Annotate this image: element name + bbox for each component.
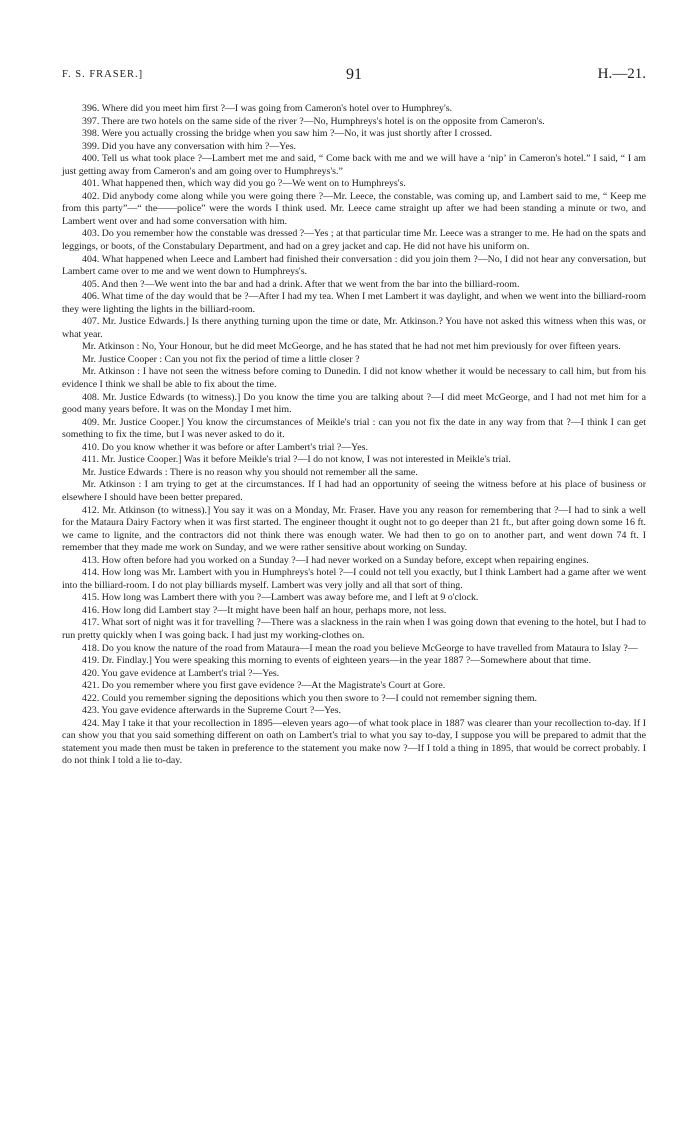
paragraph: 413. How often before had you worked on a Sunday ?—I had never worked on a Sunday before, except when repairing engines. <box>82 554 589 566</box>
paragraph: 396. Where did you meet him first ?—I was going from Cameron's hotel over to Humphrey's. <box>82 103 453 114</box>
paragraph: 399. Did you have any conversation with him ?—Yes. <box>82 140 297 152</box>
transcript-body <box>62 103 646 768</box>
paragraph: 416. How long did Lambert stay ?—It might have been half an hour, perhaps more, not less. <box>82 604 447 616</box>
paragraph: 412. Mr. Atkinson (to witness).] You say it was on a Monday, Mr. Fraser. Have you any reason for remembering that ?—I had to sink a well for the Mataura Dairy Factory when it was first started. The engineer thought it ought not to go deeper than 21 ft., but after going down some 16 ft. we came to lignite, and the contractors did not think there was enough water. We had then to go on to another part, and went down 74 ft. I remember that they made me work on Sunday, and we were rather sensitive about working on Sunday. <box>62 504 646 554</box>
paragraph: 414. How long was Mr. Lambert with you in Humphreys's hotel ?—I could not tell you exactly, but I think Lambert had a game after we went into the billiard-room. I do not play billiards myself. Lambert was very jolly and all that sort of thing. <box>62 567 646 591</box>
paragraph: Mr. Justice Cooper : Can you not fix the period of time a little closer ? <box>82 353 360 365</box>
paragraph: 421. Do you remember where you first gave evidence ?—At the Magistrate's Court at Gore. <box>82 680 446 692</box>
paragraph: 406. What time of the day would that be ?—After I had my tea. When I met Lambert it was daylight, and when we went into the billiard-room they were lighting the lights in the billiard-room. <box>62 291 646 315</box>
paragraph: 415. How long was Lambert there with you ?—Lambert was away before me, and I left at 9 o'clock. <box>82 592 479 604</box>
paragraph: 418. Do you know the nature of the road from Mataura—I mean the road you believe McGeorge to have travelled from Mataura to Islay ?— <box>82 642 638 654</box>
paragraph: 397. There are two hotels on the same side of the river ?—No, Humphreys's hotel is on the opposite from Cameron's. <box>82 115 545 127</box>
paragraph: 408. Mr. Justice Edwards (to witness).] Do you know the time you are talking about ?—I did meet McGeorge, and I had not met him for a good many years before. It was on the Monday I met him. <box>62 391 646 416</box>
page-header <box>62 66 646 88</box>
paragraph: 411. Mr. Justice Cooper.] Was it before Meikle's trial ?—I do not know, I was not interested in Meikle's trial. <box>82 454 511 466</box>
paragraph: 398. Were you actually crossing the bridge when you saw him ?—No, it was just shortly after I crossed. <box>82 128 493 140</box>
paragraph: 410. Do you know whether it was before or after Lambert's trial ?—Yes. <box>82 441 368 453</box>
paragraph: 404. What happened when Leece and Lambert had finished their conversation : did you join them ?—No, I did not hear any conversation, but Lambert came over to me and we went down to Humphreys's. <box>62 253 646 278</box>
paragraph: 419. Dr. Findlay.] You were speaking this morning to events of eighteen years—in the year 1887 ?—Somewhere about that time. <box>82 655 591 667</box>
paragraph: 420. You gave evidence at Lambert's trial ?—Yes. <box>82 667 280 679</box>
page-number: 91 <box>346 66 362 83</box>
paragraph: 405. And then ?—We went into the bar and had a drink. After that we went from the bar into the billiard-room. <box>82 278 520 290</box>
paragraph: Mr. Justice Edwards : There is no reason why you should not remember all the same. <box>82 466 418 478</box>
paragraph: 424. May I take it that your recollection in 1895—eleven years ago—of what took place in 1887 was clearer than your recollection to-day. If I can show you that you said something different on oath on Lambert's trial to what you say to-day, I suppose you will be prepared to admit that the statement you made then must be taken in preference to the statement you make now ?—If I told a thing in 1895, that would be correct probably. I do not think I told a lie to-day. <box>62 717 646 767</box>
paragraph: 409. Mr. Justice Cooper.] You know the circumstances of Meikle's trial : can you not fix the date in any way from that ?—I think I can get something to fix the time, but I was never asked to do it. <box>62 416 646 441</box>
paragraph: 423. You gave evidence afterwards in the Supreme Court ?—Yes. <box>82 705 341 717</box>
witness-name-header: F. S. FRASER.] <box>62 69 144 80</box>
paragraph: 407. Mr. Justice Edwards.] Is there anything turning upon the time or date, Mr. Atkinson.? You have not asked this witness when this was, or what year. <box>62 316 646 340</box>
paragraph: 403. Do you remember how the constable was dressed ?—Yes ; at that particular time Mr. Leece was a stranger to me. He had on the spats and leggings, or boots, of the Constabulary Department, and had on a grey jacket and cap. He did not have his uniform on. <box>62 228 646 253</box>
paragraph: 402. Did anybody come along while you were going there ?—Mr. Leece, the constable, was coming up, and Lambert said to me, “ Keep me from this party”—“ the——police” were the words I think used. Mr. Leece came straight up after we had been standing a minute or two, and Lambert went over and had some conversation with him. <box>62 190 646 227</box>
paragraph: Mr. Atkinson : I have not seen the witness before coming to Dunedin. I did not know whether it would be necessary to call him, but from his evidence I think we shall be able to fix about the time. <box>62 366 646 391</box>
paragraph: 422. Could you remember signing the depositions which you then swore to ?—I could not remember signing them. <box>82 692 537 704</box>
paragraph: 417. What sort of night was it for travelling ?—There was a slackness in the rain when I was going down that evening to the hotel, but I had to run pretty quickly when I was going back. I had just my working-clothes on. <box>62 617 646 641</box>
paragraph: Mr. Atkinson : No, Your Honour, but he did meet McGeorge, and he has stated that he had not met him previously for over fifteen years. <box>82 341 621 353</box>
paragraph: 401. What happened then, which way did you go ?—We went on to Humphreys's. <box>82 178 406 190</box>
document-reference: H.—21. <box>597 66 646 82</box>
paragraph: Mr. Atkinson : I am trying to get at the circumstances. If I had had an opportunity of seeing the witness before at his place of business or elsewhere I should have been better prepared. <box>62 479 646 503</box>
paragraph: 400. Tell us what took place ?—Lambert met me and said, “ Come back with me and we will have a ‘nip’ in Cameron's hotel.” I said, “ I am just getting away from Cameron's and am going over to Humphreys's.” <box>62 153 646 177</box>
